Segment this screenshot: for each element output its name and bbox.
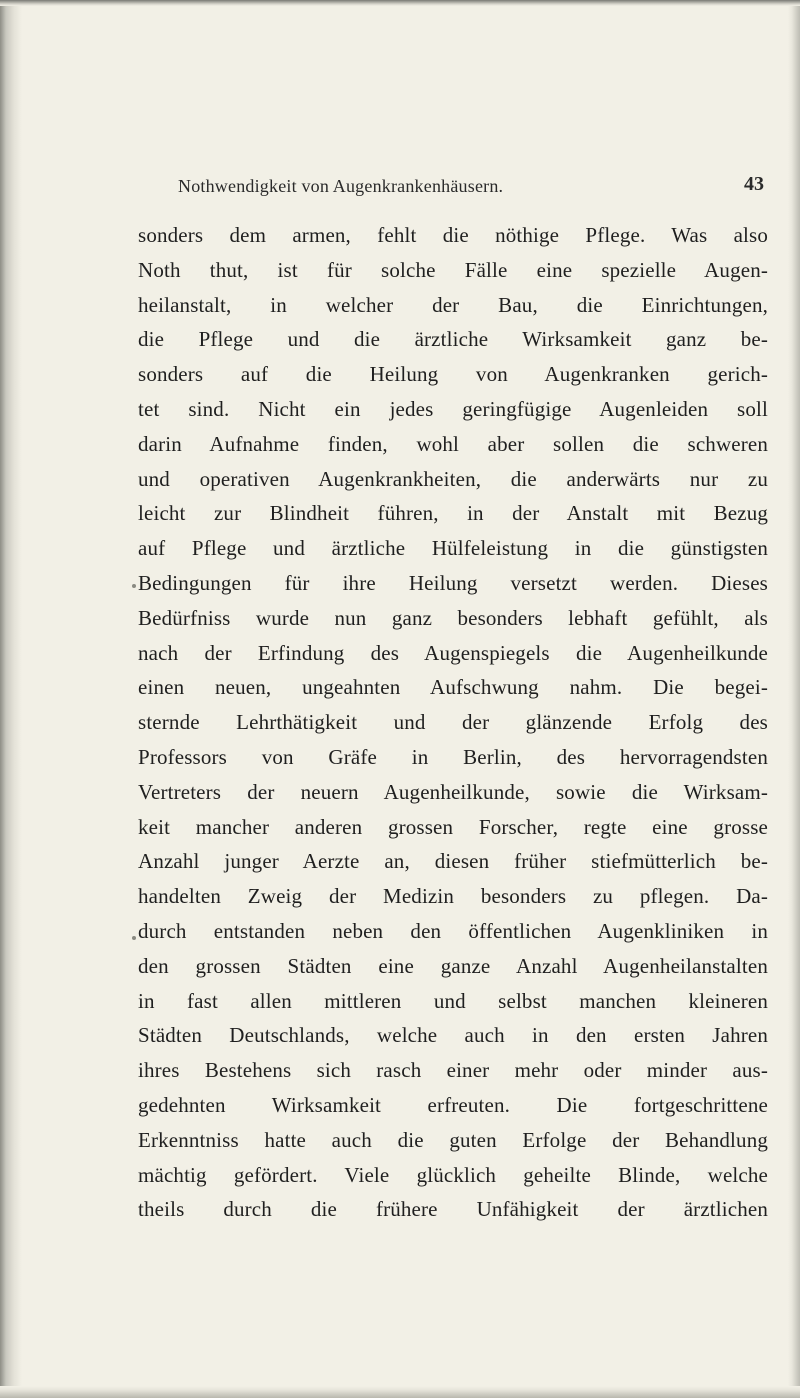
text-line: darin Aufnahme finden, wohl aber sollen die schweren xyxy=(138,431,768,456)
text-line: Bedürfniss wurde nun ganz besonders lebhaft gefühlt, als xyxy=(138,605,768,630)
text-line: gedehnten Wirksamkeit erfreuten. Die fortgeschrittene xyxy=(138,1092,768,1117)
text-line: Noth thut, ist für solche Fälle eine spezielle Augen- xyxy=(138,257,768,282)
text-line: leicht zur Blindheit führen, in der Anstalt mit Bezug xyxy=(138,501,768,526)
text-line: tet sind. Nicht ein jedes geringfügige Augenleiden soll xyxy=(138,396,768,421)
page-right-edge-shadow xyxy=(788,0,800,1398)
ink-speck xyxy=(132,584,136,588)
text-line: die Pflege und die ärztliche Wirksamkeit ganz be- xyxy=(138,327,768,352)
text-line: mächtig gefördert. Viele glücklich geheilte Blinde, welche xyxy=(138,1162,768,1187)
text-line: in fast allen mittleren und selbst manchen kleineren xyxy=(138,988,768,1013)
body-text xyxy=(138,218,768,1227)
text-line: Vertreters der neuern Augenheilkunde, sowie die Wirksam- xyxy=(138,779,768,804)
text-line: auf Pflege und ärztliche Hülfeleistung in die günstigsten xyxy=(138,536,768,561)
text-line: Städten Deutschlands, welche auch in den ersten Jahren xyxy=(138,1023,768,1048)
running-title: Nothwendigkeit von Augenkrankenhäusern. xyxy=(178,176,504,196)
text-line: den grossen Städten eine ganze Anzahl Augenheilanstalten xyxy=(138,953,768,978)
text-line: sonders auf die Heilung von Augenkranken gerich- xyxy=(138,362,768,387)
text-line: theils durch die frühere Unfähigkeit der ärztlichen xyxy=(138,1197,768,1222)
text-line: keit mancher anderen grossen Forscher, regte eine grosse xyxy=(138,814,768,839)
text-line: handelten Zweig der Medizin besonders zu pflegen. Da- xyxy=(138,884,768,909)
page-number: 43 xyxy=(744,173,764,195)
text-line: Professors von Gräfe in Berlin, des hervorragendsten xyxy=(138,744,768,769)
text-line: Erkenntniss hatte auch die guten Erfolge der Behandlung xyxy=(138,1127,768,1152)
text-line: und operativen Augenkrankheiten, die anderwärts nur zu xyxy=(138,466,768,491)
text-line: sternde Lehrthätigkeit und der glänzende Erfolg des xyxy=(138,710,768,735)
text-line: Anzahl junger Aerzte an, diesen früher stiefmütterlich be- xyxy=(138,849,768,874)
text-line: nach der Erfindung des Augenspiegels die Augenheilkunde xyxy=(138,640,768,665)
ink-speck xyxy=(132,936,136,940)
text-line: sonders dem armen, fehlt die nöthige Pflege. Was also xyxy=(138,223,768,247)
text-line: durch entstanden neben den öffentlichen Augenkliniken in xyxy=(138,918,768,943)
page-bottom-edge-shadow xyxy=(0,1386,800,1398)
page-left-edge-shadow xyxy=(0,0,22,1398)
text-line: ihres Bestehens sich rasch einer mehr oder minder aus- xyxy=(138,1058,768,1083)
text-line: heilanstalt, in welcher der Bau, die Einrichtungen, xyxy=(138,292,768,317)
text-line: einen neuen, ungeahnten Aufschwung nahm. Die begei- xyxy=(138,675,768,700)
text-line: Bedingungen für ihre Heilung versetzt werden. Dieses xyxy=(138,570,768,595)
page-top-edge-shadow xyxy=(0,0,800,6)
